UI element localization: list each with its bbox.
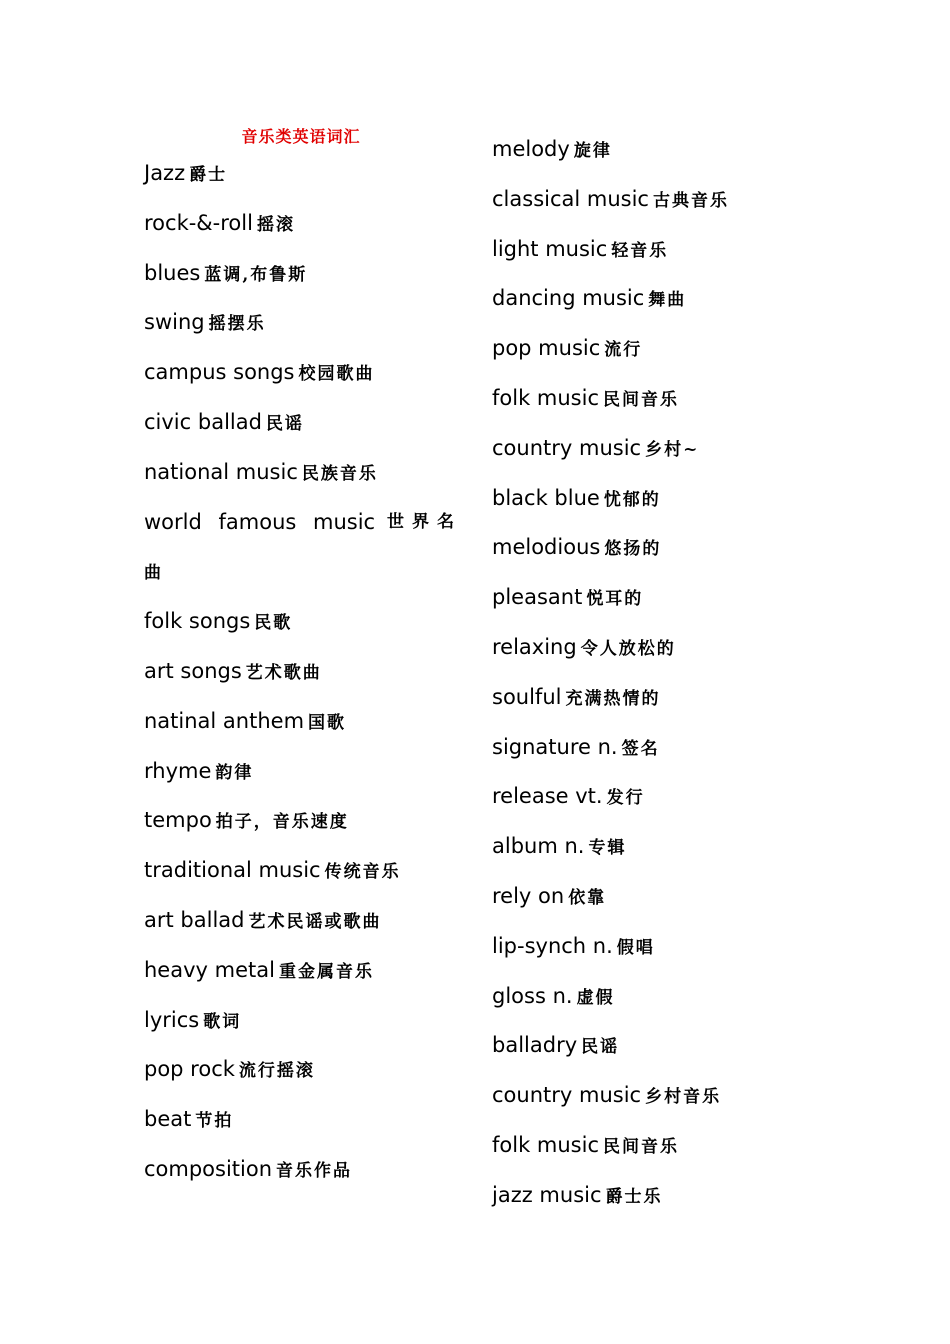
chinese-translation: 摇滚	[256, 214, 295, 235]
english-term: lip-synch n.	[492, 933, 613, 958]
english-term: folk music	[492, 1132, 599, 1157]
chinese-translation: 虚假	[576, 987, 615, 1008]
vocabulary-entry	[144, 1005, 462, 1055]
english-term: classical music	[492, 186, 649, 211]
english-term: melody	[492, 137, 570, 161]
chinese-translation: 世界名	[387, 511, 462, 532]
vocabulary-entry	[144, 1104, 462, 1154]
chinese-translation: 假唱	[616, 937, 655, 958]
vocabulary-entry	[492, 283, 822, 333]
chinese-translation: 民间音乐	[603, 389, 679, 410]
english-term: pop rock	[144, 1057, 235, 1082]
vocabulary-entry	[492, 881, 822, 931]
english-term: world famous music	[144, 509, 376, 534]
english-term: melodious	[492, 535, 601, 560]
english-term: swing	[144, 310, 205, 335]
vocabulary-entry	[144, 457, 462, 507]
chinese-translation: 爵士乐	[605, 1186, 663, 1207]
chinese-translation: 专辑	[588, 838, 627, 859]
vocabulary-entry	[144, 905, 462, 955]
english-term: composition	[144, 1156, 273, 1181]
chinese-translation: 流行摇滚	[238, 1061, 315, 1082]
english-term: gloss n.	[492, 983, 573, 1008]
page-title: 音乐类英语词汇	[241, 127, 361, 146]
chinese-translation: 乡村音乐	[645, 1087, 722, 1108]
vocabulary-entry	[144, 1054, 462, 1104]
english-term: rock-&-roll	[144, 210, 253, 235]
chinese-translation: 舞曲	[648, 290, 687, 311]
english-term: lyrics	[144, 1007, 200, 1032]
chinese-translation: 民族音乐	[301, 463, 378, 484]
vocabulary-entry	[492, 632, 822, 682]
english-term: national music	[144, 459, 298, 484]
chinese-translation: 发行	[606, 788, 645, 809]
english-term: release vt.	[492, 784, 603, 809]
english-term: pop music	[492, 336, 601, 361]
chinese-translation: 充满热情的	[565, 688, 661, 709]
english-term: art songs	[144, 658, 242, 683]
vocabulary-entry	[492, 333, 822, 383]
english-term: folk music	[492, 385, 599, 410]
chinese-translation: 韵律	[215, 762, 254, 783]
english-term: jazz music	[492, 1182, 602, 1207]
vocabulary-entry	[144, 855, 462, 905]
vocabulary-entry	[492, 433, 822, 483]
vocabulary-entry	[144, 357, 462, 407]
vocabulary-entry	[492, 781, 822, 831]
chinese-translation: 民谣	[581, 1037, 620, 1058]
english-term: black blue	[492, 485, 600, 510]
vocabulary-entry	[492, 981, 822, 1031]
english-term: country music	[492, 1083, 642, 1108]
english-term: natinal anthem	[144, 708, 305, 733]
english-term: soulful	[492, 684, 562, 709]
english-term: tempo	[144, 808, 212, 833]
english-term: blues	[144, 260, 201, 285]
english-term: folk songs	[144, 609, 251, 634]
chinese-translation: 流行	[604, 340, 643, 361]
english-term: rhyme	[144, 758, 212, 783]
vocabulary-entry	[144, 208, 462, 258]
chinese-translation: 国歌	[308, 712, 347, 733]
chinese-translation: 重金属音乐	[278, 961, 374, 982]
vocabulary-entry	[144, 258, 462, 308]
chinese-translation: 蓝调,布鲁斯	[204, 264, 308, 285]
english-term: album n.	[492, 834, 585, 859]
chinese-translation: 令人放松的	[580, 638, 676, 659]
vocabulary-entry	[144, 955, 462, 1005]
chinese-translation: 拍子，音乐速度	[215, 812, 349, 833]
vocabulary-entry	[144, 706, 462, 756]
chinese-translation: 摇摆乐	[208, 314, 266, 335]
vocabulary-entry	[144, 805, 462, 855]
english-term: relaxing	[492, 634, 577, 659]
vocabulary-entry	[492, 383, 822, 433]
chinese-translation: 节拍	[195, 1111, 234, 1132]
english-term: art ballad	[144, 907, 245, 932]
vocabulary-entry	[144, 606, 462, 656]
vocabulary-entry	[492, 1130, 822, 1180]
chinese-translation: 悦耳的	[586, 589, 644, 610]
vocabulary-entry	[492, 1030, 822, 1080]
vocabulary-entry	[144, 158, 462, 208]
english-term: civic ballad	[144, 409, 262, 434]
chinese-translation: 民谣	[265, 413, 304, 434]
vocabulary-entry	[492, 234, 822, 284]
chinese-translation: 歌词	[203, 1011, 242, 1032]
vocabulary-list-right	[492, 134, 822, 1230]
chinese-translation: 乡村~	[645, 439, 700, 460]
vocabulary-entry	[144, 656, 462, 706]
english-term: dancing music	[492, 286, 645, 311]
chinese-translation: 忧郁的	[603, 489, 661, 510]
english-term: traditional music	[144, 858, 321, 883]
english-term: heavy metal	[144, 957, 275, 982]
chinese-translation: 爵士	[189, 165, 228, 185]
vocabulary-entry	[492, 682, 822, 732]
chinese-translation: 音乐作品	[276, 1160, 353, 1181]
vocabulary-entry	[144, 1154, 462, 1204]
vocabulary-entry	[492, 831, 822, 881]
chinese-translation: 民间音乐	[603, 1136, 679, 1157]
english-term: signature n.	[492, 734, 618, 759]
chinese-translation: 校园歌曲	[298, 364, 375, 385]
chinese-translation: 艺术歌曲	[245, 662, 322, 683]
chinese-translation: 传统音乐	[324, 862, 401, 883]
chinese-translation: 轻音乐	[611, 240, 669, 261]
english-term: country music	[492, 435, 642, 460]
chinese-translation: 旋律	[573, 141, 612, 161]
vocabulary-entry	[492, 732, 822, 782]
english-term: Jazz	[144, 161, 186, 185]
vocabulary-entry	[492, 1180, 822, 1230]
chinese-translation: 悠扬的	[604, 539, 662, 560]
chinese-translation: 民歌	[254, 613, 293, 634]
english-term: campus songs	[144, 360, 295, 385]
vocabulary-entry	[492, 483, 822, 533]
chinese-translation: 古典音乐	[652, 190, 729, 211]
english-term: rely on	[492, 883, 565, 908]
vocabulary-entry	[144, 507, 462, 607]
vocabulary-entry	[492, 582, 822, 632]
vocabulary-entry	[144, 756, 462, 806]
vocabulary-entry	[492, 532, 822, 582]
vocabulary-entry	[144, 407, 462, 457]
vocabulary-entry	[492, 931, 822, 981]
vocabulary-entry	[492, 1080, 822, 1130]
chinese-translation: 依靠	[568, 887, 607, 908]
chinese-translation: 签名	[621, 738, 660, 759]
vocabulary-entry	[492, 134, 822, 184]
english-term: pleasant	[492, 585, 583, 610]
chinese-translation: 艺术民谣或歌曲	[248, 911, 382, 932]
english-term: balladry	[492, 1033, 578, 1058]
chinese-translation-continued: 曲	[144, 563, 163, 584]
vocabulary-list-left	[144, 158, 462, 1204]
english-term: beat	[144, 1107, 192, 1132]
vocabulary-entry	[492, 184, 822, 234]
vocabulary-entry	[144, 307, 462, 357]
english-term: light music	[492, 236, 608, 261]
